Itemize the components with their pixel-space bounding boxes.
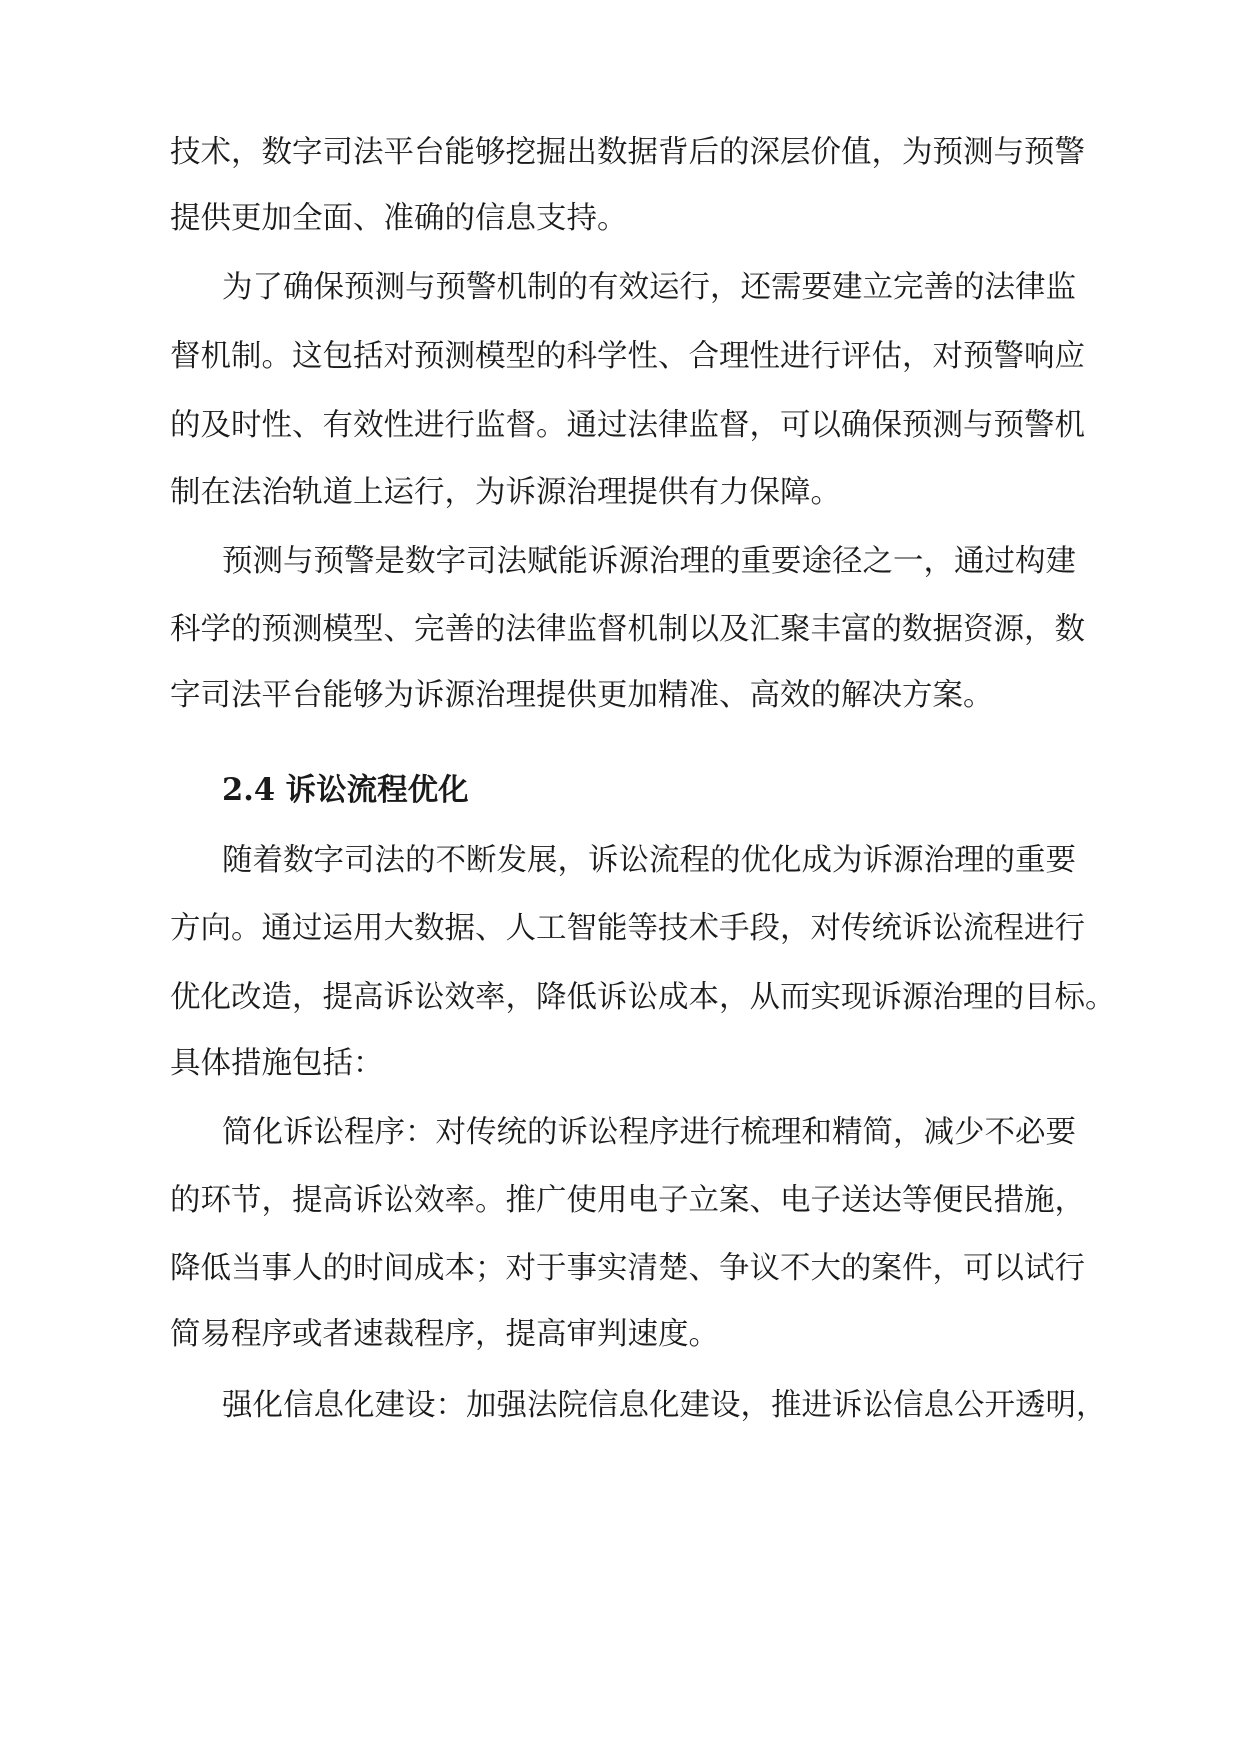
section-paragraph-2-line-4: 简易程序或者速裁程序，提高审判速度。: [170, 1317, 719, 1352]
section-paragraph-3-line-1: 强化信息化建设：加强法院信息化建设，推进诉讼信息公开透明，: [222, 1388, 1107, 1423]
section-paragraph-1-line-3: 优化改造，提高诉讼效率，降低诉讼成本，从而实现诉源治理的目标。: [170, 980, 1116, 1015]
paragraph-1-line-2: 提供更加全面、准确的信息支持。: [170, 201, 628, 236]
section-paragraph-2-line-1: 简化诉讼程序：对传统的诉讼程序进行梳理和精简，减少不必要: [222, 1115, 1076, 1150]
section-paragraph-1-line-4: 具体措施包括：: [170, 1046, 384, 1081]
paragraph-1-line-1: 技术，数字司法平台能够挖掘出数据背后的深层价值，为预测与预警: [170, 135, 1085, 170]
section-paragraph-1-line-2: 方向。通过运用大数据、人工智能等技术手段，对传统诉讼流程进行: [170, 911, 1085, 946]
section-heading: 2.4 诉讼流程优化: [222, 772, 469, 808]
section-paragraph-2-line-3: 降低当事人的时间成本；对于事实清楚、争议不大的案件，可以试行: [170, 1251, 1085, 1286]
section-paragraph-1-line-1: 随着数字司法的不断发展，诉讼流程的优化成为诉源治理的重要: [222, 843, 1076, 878]
paragraph-2-line-3: 的及时性、有效性进行监督。通过法律监督，可以确保预测与预警机: [170, 408, 1085, 443]
paragraph-3-line-1: 预测与预警是数字司法赋能诉源治理的重要途径之一，通过构建: [222, 544, 1076, 579]
paragraph-2-line-1: 为了确保预测与预警机制的有效运行，还需要建立完善的法律监: [222, 270, 1076, 305]
paragraph-3-line-3: 字司法平台能够为诉源治理提供更加精准、高效的解决方案。: [170, 678, 994, 713]
paragraph-2-line-4: 制在法治轨道上运行，为诉源治理提供有力保障。: [170, 475, 841, 510]
paragraph-3-line-2: 科学的预测模型、完善的法律监督机制以及汇聚丰富的数据资源，数: [170, 612, 1085, 647]
paragraph-2-line-2: 督机制。这包括对预测模型的科学性、合理性进行评估，对预警响应: [170, 339, 1085, 374]
section-paragraph-2-line-2: 的环节，提高诉讼效率。推广使用电子立案、电子送达等便民措施，: [170, 1183, 1085, 1218]
